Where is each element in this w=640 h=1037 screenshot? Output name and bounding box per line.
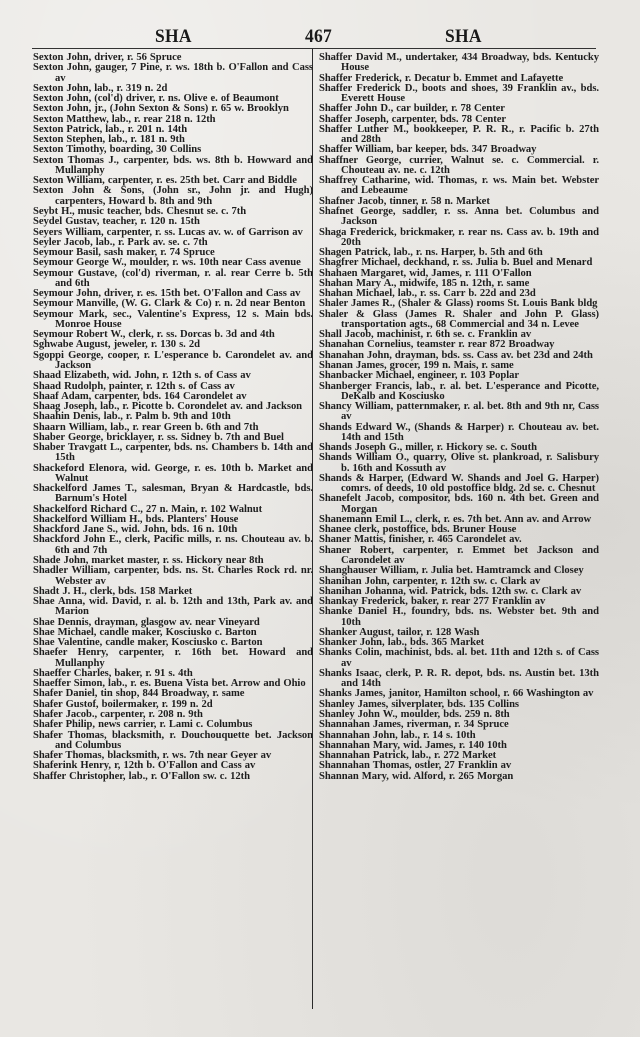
directory-entry: Sexton John, lab., r. 319 n. 2d xyxy=(33,82,168,94)
directory-entry: Shanee clerk, postoffice, bds. Bruner House xyxy=(319,524,517,536)
directory-entry: Shae Dennis, drayman, glasgow av. near Vineyard xyxy=(33,616,260,628)
directory-entry: Shannahan Patrick, lab., r. 272 Market xyxy=(319,750,497,762)
directory-entry: Shafer Thomas, blacksmith, r. Douchouquette bet. Jackson and Columbus xyxy=(33,729,313,751)
directory-entry: Shackelford James T., salesman, Bryan & Hardcastle, bds. Barnum's Hotel xyxy=(33,483,313,505)
directory-entry: Shall Jacob, machinist, r. 6th se. c. Franklin av xyxy=(319,329,532,341)
directory-entry: Shadler William, carpenter, bds. ns. St. Charles Rock rd. nr. Webster av xyxy=(33,565,313,587)
directory-entry: Shafnet George, saddler, r. ss. Anna bet. Columbus and Jackson xyxy=(319,205,599,228)
directory-entry: Seyers William, carpenter, r. ss. Lucas av. w. of Garrison av xyxy=(33,226,303,238)
directory-entry: Seymour John, driver, r. es. 15th bet. O'Fallon and Cass av xyxy=(33,288,301,300)
directory-entry: Shackford Jane S., wid. John, bds. 16 n. 10th xyxy=(33,524,238,536)
directory-entry: Shands & Harper, (Edward W. Shands and Joel G. Harper) comrs. of deeds, 10 old postoffice bldg. 2d se. c. Chesnut xyxy=(319,472,599,495)
directory-entry: Shaber George, bricklayer, r. ss. Sidney b. 7th and Buel xyxy=(33,431,284,443)
directory-entry: Shanefelt Jacob, compositor, bds. 160 n. 4th bet. Green and Morgan xyxy=(319,493,599,515)
directory-entry: Shaler & Glass (James R. Shaler and John P. Glass) transportation agts., 68 Commercial and 34 n. Levee xyxy=(319,308,599,330)
directory-entry: Shanker August, tailor, r. 128 Wash xyxy=(319,626,480,638)
directory-entry: Seymour Robert W., clerk, r. ss. Dorcas b. 3d and 4th xyxy=(33,329,275,341)
directory-entry: Shands Edward W., (Shands & Harper) r. Chouteau av. bet. 14th and 15th xyxy=(319,421,599,443)
directory-entry: Shanghauser William, r. Julia bet. Hamtramck and Closey xyxy=(319,565,584,577)
directory-entry: Shae Valentine, candle maker, Kosciusko c. Barton xyxy=(33,637,263,649)
directory-entry: Shaffer Frederick, r. Decatur b. Emmet and Lafayette xyxy=(319,72,564,84)
directory-entry: Shaffer William, bar keeper, bds. 347 Broadway xyxy=(319,144,537,156)
directory-entry: Shafer Jacob., carpenter, r. 208 n. 9th xyxy=(33,709,203,720)
directory-entry: Shaffrey Catharine, wid. Thomas, r. ws. Main bet. Webster and Lebeaume xyxy=(319,175,599,197)
directory-entry: Shanks James, janitor, Hamilton school, r. 66 Washington av xyxy=(319,688,594,700)
directory-entry: Shafner Jacob, tinner, r. 58 n. Market xyxy=(319,195,490,207)
directory-entry: Shadt J. H., clerk, bds. 158 Market xyxy=(33,585,193,597)
directory-entry: Shaga Frederick, brickmaker, r. rear ns. Cass av. b. 19th and 20th xyxy=(319,226,599,248)
directory-entry: Seydel Gustav, teacher, r. 120 n. 15th xyxy=(33,216,200,228)
directory-entry: Shankay Frederick, baker, r. rear 277 Franklin av xyxy=(319,596,546,608)
directory-entry: Sexton John & Sons, (John sr., John jr. and Hugh) carpenters, Howard b. 8th and 9th xyxy=(33,185,313,207)
directory-entry: Sexton Stephen, lab., r. 181 n. 9th xyxy=(33,134,185,146)
directory-entry: Shaaf Adam, carpenter, bds. 164 Carondelet av xyxy=(33,390,247,402)
directory-entry: Shanihan Johanna, wid. Patrick, bds. 12th sw. c. Clark av xyxy=(319,585,582,597)
directory-entry: Shaler James R., (Shaler & Glass) rooms St. Louis Bank bldg xyxy=(319,298,598,310)
directory-entry: Sexton John, gauger, 7 Pine, r. ws. 18th b. O'Fallon and Cass av xyxy=(33,62,313,84)
directory-entry: Sexton Patrick, lab., r. 201 n. 14th xyxy=(33,123,188,135)
directory-entry: Seymour Manville, (W. G. Clark & Co) r. n. 2d near Benton xyxy=(33,298,306,310)
directory-entry: Sexton Matthew, lab., r. rear 218 n. 12th xyxy=(33,113,216,125)
directory-entry: Shannahan Mary, wid. James, r. 140 10th xyxy=(319,739,507,751)
directory-entry: Shannahan James, riverman, r. 34 Spruce xyxy=(319,719,509,731)
directory-entry: Seymour Mark, sec., Valentine's Express, 12 s. Main bds. Monroe House xyxy=(33,308,313,330)
directory-entry: Sexton John, jr., (John Sexton & Sons) r. 65 w. Brooklyn xyxy=(33,103,289,115)
directory-entry: Shafer Gustof, boilermaker, r. 199 n. 2d xyxy=(33,698,213,710)
directory-entry: Shaad Elizabeth, wid. John, r. 12th s. of Cass av xyxy=(33,370,251,382)
left-column xyxy=(33,53,313,782)
right-guide-word: SHA xyxy=(445,26,482,47)
directory-entry: Shaffer David M., undertaker, 434 Broadway, bds. Kentucky House xyxy=(319,52,599,74)
page-number: 467 xyxy=(305,26,333,47)
directory-entry: Shade John, market master, r. ss. Hickory near 8th xyxy=(33,555,264,567)
directory-entry: Shahan Michael, lab., r. ss. Carr b. 22d and 23d xyxy=(319,288,536,300)
left-guide-word: SHA xyxy=(155,26,192,47)
directory-entry: Shaeffer Simon, lab., r. es. Buena Vista bet. Arrow and Ohio xyxy=(33,678,306,690)
directory-entry: Shanks Isaac, clerk, P. R. R. depot, bds. ns. Austin bet. 13th and 14th xyxy=(319,667,599,690)
directory-entry: Shaad Rudolph, painter, r. 12th s. of Cass av xyxy=(33,380,235,392)
directory-entry: Shahaen Margaret, wid, James, r. 111 O'Fallon xyxy=(319,267,532,279)
directory-entry: Sexton Timothy, boarding, 30 Collins xyxy=(33,144,202,156)
directory-entry: Sgoppi George, cooper, r. L'esperance b. Carondelet av. and Jackson xyxy=(33,349,313,371)
directory-entry: Shaffer John D., car builder, r. 78 Center xyxy=(319,103,505,115)
directory-entry: Shae Michael, candle maker, Kosciusko c. Barton xyxy=(33,626,257,638)
directory-entry: Shaffer Christopher, lab., r. O'Fallon sw. c. 12th xyxy=(33,770,250,782)
directory-entry: Shackeford Elenora, wid. George, r. es. 10th b. Market and Walnut xyxy=(33,462,313,484)
directory-entry: Shaber Travgatt L., carpenter, bds. ns. Chambers b. 14th and 15th xyxy=(33,442,313,464)
directory-entry: Shannan Mary, wid. Alford, r. 265 Morgan xyxy=(319,770,514,782)
directory-entry: Shanan James, grocer, 199 n. Mais, r. same xyxy=(319,359,514,371)
directory-entry: Shackelford Richard C., 27 n. Main, r. 102 Walnut xyxy=(33,503,263,515)
directory-entry: Shanahan Cornelius, teamster r. rear 872 Broadway xyxy=(319,339,555,351)
directory-entry: Shaner Mattis, finisher, r. 465 Carondelet av. xyxy=(319,534,522,546)
directory-entry: Shaefer Henry, carpenter, r. 16th bet. Howard and Mullanphy xyxy=(33,647,313,669)
directory-entry: Shackelford William H., bds. Planters' House xyxy=(33,513,239,525)
directory-entry: Shafer Daniel, tin shop, 844 Broadway, r. same xyxy=(33,688,245,700)
page-header xyxy=(0,26,640,46)
directory-entry: Shaner Robert, carpenter, r. Emmet bet Jackson and Carondelet av xyxy=(319,544,599,567)
directory-entry: Seyler Jacob, lab., r. Park av. se. c. 7th xyxy=(33,236,208,248)
directory-entry: Seybt H., music teacher, bds. Chesnut se. c. 7th xyxy=(33,205,247,217)
directory-entry: Shannahan John, lab., r. 14 s. 10th xyxy=(319,729,476,741)
directory-entry: Shanker John, lab., bds. 365 Market xyxy=(319,637,485,649)
directory-entry: Shands William O., quarry, Olive st. plankroad, r. Salisbury b. 16th and Kossuth av xyxy=(319,452,599,474)
directory-entry: Seymour Gustave, (col'd) riverman, r. al. rear Cerre b. 5th and 6th xyxy=(33,267,313,289)
directory-entry: Shafer Thomas, blacksmith, r. ws. 7th near Geyer av xyxy=(33,750,272,762)
directory-entry: Shanemann Emil L., clerk, r. es. 7th bet. Ann av. and Arrow xyxy=(319,513,592,525)
directory-entry: Shancy William, patternmaker, r. al. bet. 8th and 9th nr, Cass av xyxy=(319,401,599,423)
directory-entry: Shanihan John, carpenter, r. 12th sw. c. Clark av xyxy=(319,575,541,587)
directory-entry: Shanbacker Michael, engineer, r. 103 Poplar xyxy=(319,370,520,382)
directory-entry: Shanberger Francis, lab., r. al. bet. L'esperance and Picotte, DeKalb and Kosciusko xyxy=(319,380,599,402)
directory-entry: Shackford John E., clerk, Pacific mills, r. ns. Chouteau av. b. 6th and 7th xyxy=(33,534,313,556)
directory-entry: Shanke Daniel H., foundry, bds. ns. Webster bet. 9th and 10th xyxy=(319,606,599,628)
directory-entry: Shanahan John, drayman, bds. ss. Cass av. bet 23d and 24th xyxy=(319,349,593,361)
directory-entry: Shaarn William, lab., r. rear Green b. 6th and 7th xyxy=(33,421,259,433)
directory-entry: Shagfrer Michael, deckhand, r. ss. Julia b. Buel and Menard xyxy=(319,257,593,269)
directory-entry: Shae Anna, wid. David, r. al. b. 12th and 13th, Park av. and Marion xyxy=(33,596,313,618)
directory-entry: Shaffer Luther M., bookkeeper, P. R. R., r. Pacific b. 27th and 28th xyxy=(319,123,599,146)
directory-entry: Shaeffer Charles, baker, r. 91 s. 4th xyxy=(33,667,193,679)
directory-entry: Shaag Joseph, lab., r. Picotte b. Corondelet av. and Jackson xyxy=(33,401,303,413)
directory-entry: Sghwabe August, jeweler, r. 130 s. 2d xyxy=(33,339,200,351)
directory-entry: Sexton John, (col'd) driver, r. ns. Olive e. of Beaumont xyxy=(33,93,279,105)
directory-entry: Shanks Colin, machinist, bds. al. bet. 11th and 12th s. of Cass av xyxy=(319,647,599,669)
directory-entry: Shanley James, silverplater, bds. 135 Collins xyxy=(319,698,519,710)
directory-entry: Sexton John, driver, r. 56 Spruce xyxy=(33,52,182,63)
directory-entry: Shands Joseph G., miller, r. Hickory se. c. South xyxy=(319,442,537,454)
directory-entry: Sexton William, carpenter, r. es. 25th bet. Carr and Biddle xyxy=(33,175,297,187)
directory-entry: Shaahin Denis, lab., r. Palm b. 9th and 10th xyxy=(33,411,231,423)
directory-entry: Sexton Thomas J., carpenter, bds. ws. 8th b. Howward and Mullanphy xyxy=(33,154,313,176)
directory-entry: Shaffner George, currier, Walnut se. c. Commercial. r. Chouteau av. ne. c. 12th xyxy=(319,154,599,176)
header-rule xyxy=(32,48,596,49)
directory-entry: Shanley John W., moulder, bds. 259 n. 8th xyxy=(319,709,510,720)
directory-entry: Shaffer Joseph, carpenter, bds. 78 Center xyxy=(319,113,507,125)
directory-entry: Seymour Basil, sash maker, r. 74 Spruce xyxy=(33,247,215,259)
right-column xyxy=(319,53,599,782)
directory-entry: Shaffer Frederick D., boots and shoes, 39 Franklin av., bds. Everett House xyxy=(319,82,599,105)
directory-entry: Shagen Patrick, lab., r. ns. Harper, b. 5th and 6th xyxy=(319,247,543,259)
directory-entry: Shannahan Thomas, ostler, 27 Franklin av xyxy=(319,760,512,772)
directory-entry: Shahan Mary A., midwife, 185 n. 12th, r. same xyxy=(319,277,530,289)
directory-entry: Shaferink Henry, r, 12th b. O'Fallon and Cass av xyxy=(33,760,256,772)
directory-entry: Shafer Philip, news carrier, r. Lami c. Columbus xyxy=(33,719,253,731)
directory-entry: Seymour George W., moulder, r. ws. 10th near Cass avenue xyxy=(33,257,301,269)
